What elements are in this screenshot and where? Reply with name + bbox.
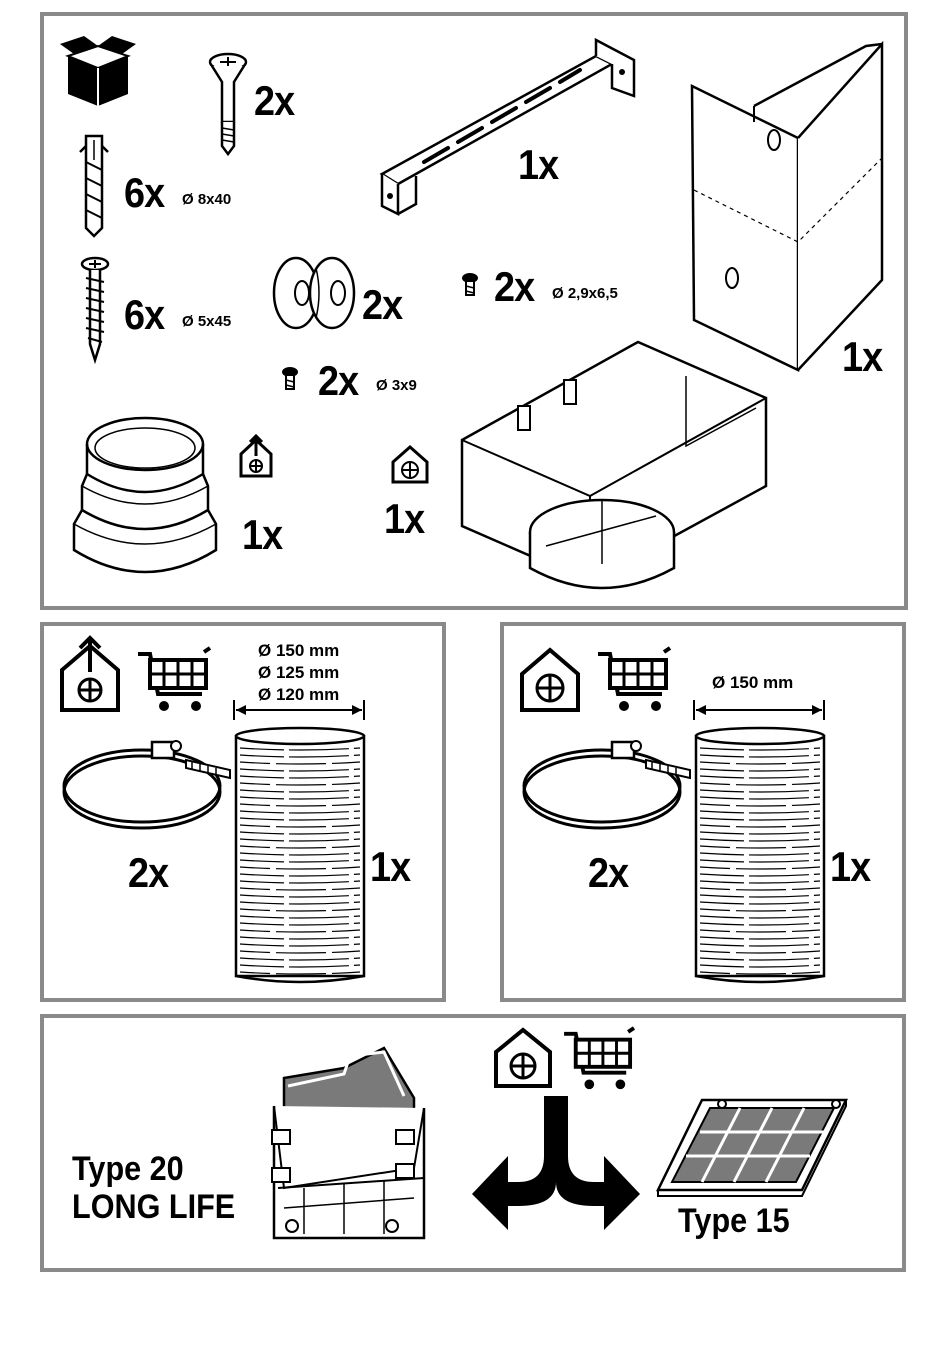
diameter-arrow-icon (232, 700, 366, 720)
shopping-cart-icon (562, 1028, 638, 1094)
extraction-diameter-1: Ø 150 mm (258, 641, 340, 660)
hose-clamp-icon (520, 738, 696, 834)
small-screw-a-qty: 2x (318, 357, 359, 404)
adapter-ring-icon (70, 414, 220, 594)
filters-panel (40, 1014, 906, 1272)
recirculation-clamp-qty: 2x (588, 849, 629, 896)
filter-type-15-label: Type 15 (678, 1202, 790, 1240)
split-arrow-icon (470, 1096, 642, 1230)
extraction-clamp-qty: 2x (128, 849, 169, 896)
hose-clamp-icon (60, 738, 236, 834)
diameter-arrow-icon (692, 700, 826, 720)
wall-plug-icon (72, 132, 116, 238)
type-15-filter-icon (656, 1094, 850, 1198)
washers-qty: 2x (362, 281, 403, 328)
house-recirculation-icon (492, 1026, 554, 1088)
small-screw-a-size: Ø 3x9 (376, 377, 417, 394)
countersunk-screw-icon (208, 52, 248, 156)
filter-type-20-label: Type 20 (72, 1150, 184, 1188)
mounting-bracket-icon (374, 36, 644, 216)
filter-long-life-label: LONG LIFE (72, 1188, 236, 1226)
wood-screw-size: Ø 5x45 (182, 313, 232, 330)
mounting-bracket-qty: 1x (518, 141, 559, 188)
recirculation-panel (500, 622, 906, 1002)
adapter-ring-qty: 1x (242, 511, 283, 558)
small-screw-b-size: Ø 2,9x6,5 (552, 285, 618, 302)
small-screw-icon (460, 272, 480, 298)
wall-plug-size: Ø 8x40 (182, 191, 232, 208)
small-screw-b-qty: 2x (494, 263, 535, 310)
house-extraction-icon (238, 436, 274, 478)
wood-screw-icon (80, 256, 110, 362)
recirculation-hose-qty: 1x (830, 843, 871, 890)
flex-hose-icon (232, 726, 368, 988)
air-deflector-icon (456, 336, 776, 592)
air-deflector-qty: 1x (384, 495, 425, 542)
countersunk-screw-qty: 2x (254, 77, 295, 124)
extraction-hose-qty: 1x (370, 843, 411, 890)
flex-hose-icon (692, 726, 828, 988)
shopping-cart-icon (136, 648, 214, 716)
box-icon (58, 34, 138, 108)
extraction-diameter-2: Ø 125 mm (258, 663, 340, 682)
recirculation-diameter: Ø 150 mm (712, 673, 794, 692)
washers-icon (272, 256, 358, 330)
long-life-filter-icon (264, 1038, 434, 1252)
chimney-cover-icon (688, 30, 888, 374)
extraction-diameter-3: Ø 120 mm (258, 685, 340, 704)
shopping-cart-icon (596, 648, 674, 716)
chimney-cover-qty: 1x (842, 333, 883, 380)
small-screw-icon (280, 366, 300, 392)
extraction-panel (40, 622, 446, 1002)
wall-plug-qty: 6x (124, 169, 165, 216)
house-recirculation-icon (390, 444, 430, 484)
wood-screw-qty: 6x (124, 291, 165, 338)
house-extraction-icon (58, 638, 122, 712)
house-recirculation-icon (518, 646, 582, 712)
parts-panel (40, 12, 908, 610)
